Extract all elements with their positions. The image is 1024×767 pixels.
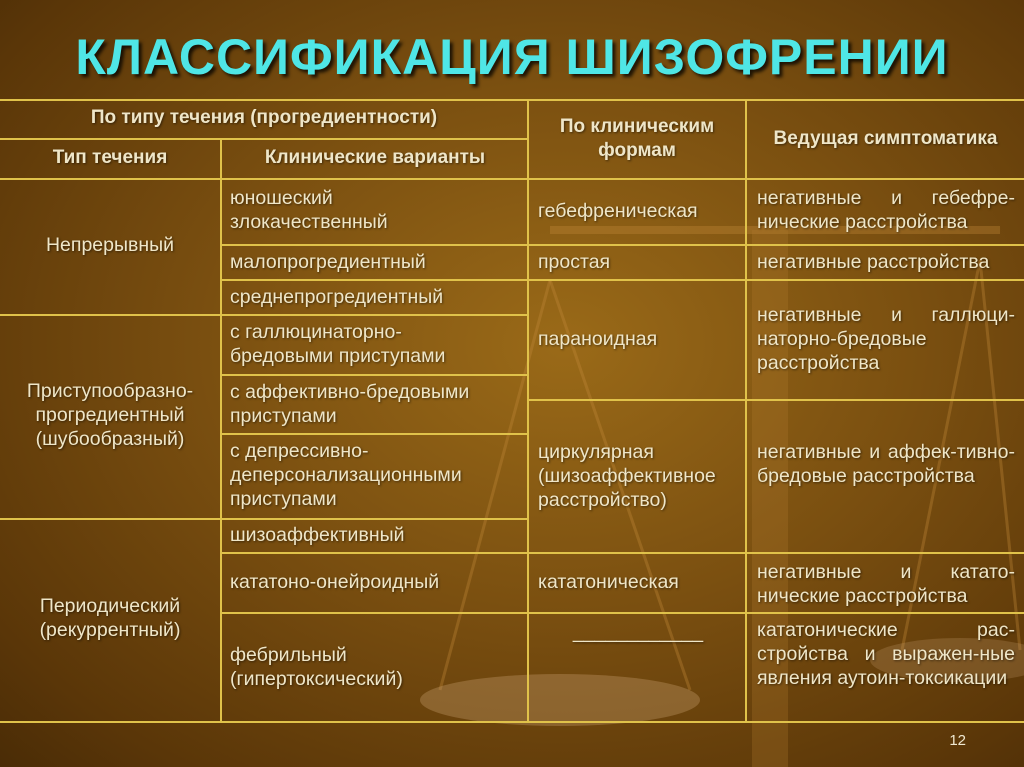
header-leading-symptoms: Ведущая симптоматика — [773, 128, 998, 149]
form-simple: простая — [538, 251, 611, 273]
header-course-type: Тип течения — [52, 147, 168, 168]
header-clinical-forms: По клиническим формам — [559, 116, 715, 161]
symptom-negative-hallucinatory: негативные и галлюци-наторно-бредовые расстройства — [757, 304, 1015, 374]
course-type-periodic: Периодический (рекуррентный) — [39, 595, 181, 641]
symptom-negative: негативные расстройства — [757, 251, 990, 273]
variant-affective-delusional: с аффективно-бредовыми приступами — [230, 381, 470, 427]
variant-catatonic-oneiroid: кататоно-онейроидный — [230, 571, 440, 593]
variant-juvenile-malignant: юношеский злокачественный — [230, 187, 388, 233]
form-hebephrenic: гебефреническая — [538, 200, 698, 222]
course-type-shift-like: Приступообразно-прогредиентный (шубообразный) — [26, 380, 194, 450]
header-by-course-type: По типу течения (прогредиентности) — [90, 107, 438, 128]
form-paranoid: параноидная — [538, 328, 658, 350]
symptom-negative-affective: негативные и аффек-тивно-бредовые расстройства — [757, 441, 1015, 487]
variant-febrile: фебрильный (гипертоксический) — [230, 644, 403, 690]
form-none-dash: ____________ — [572, 621, 704, 643]
variant-low-progredient: малопрогредиентный — [230, 251, 426, 273]
header-clinical-variants: Клинические варианты — [264, 147, 486, 168]
symptom-negative-hebephrenic: негативные и гебефре-нические расстройства — [757, 187, 1015, 233]
variant-medium-progredient: среднепрогредиентный — [230, 286, 444, 308]
slide-title: КЛАССИФИКАЦИЯ ШИЗОФРЕНИИ — [75, 29, 949, 85]
variant-depressive-depersonalization: с депрессивно-деперсонализационными приступами — [230, 440, 462, 510]
slide-number: 12 — [949, 732, 966, 749]
variant-schizoaffective: шизоаффективный — [230, 524, 405, 546]
symptom-catatonic-autointoxication: кататонические рас-стройства и выражен-ные явления аутоин-токсикации — [757, 619, 1015, 689]
form-catatonic: кататоническая — [538, 571, 679, 593]
form-circular: циркулярная (шизоаффективное расстройство) — [538, 441, 716, 511]
symptom-negative-catatonic: негативные и катато-нические расстройства — [757, 561, 1015, 607]
variant-hallucinatory-delusional: с галлюцинаторно-бредовыми приступами — [230, 321, 446, 367]
course-type-continuous: Непрерывный — [45, 234, 175, 256]
